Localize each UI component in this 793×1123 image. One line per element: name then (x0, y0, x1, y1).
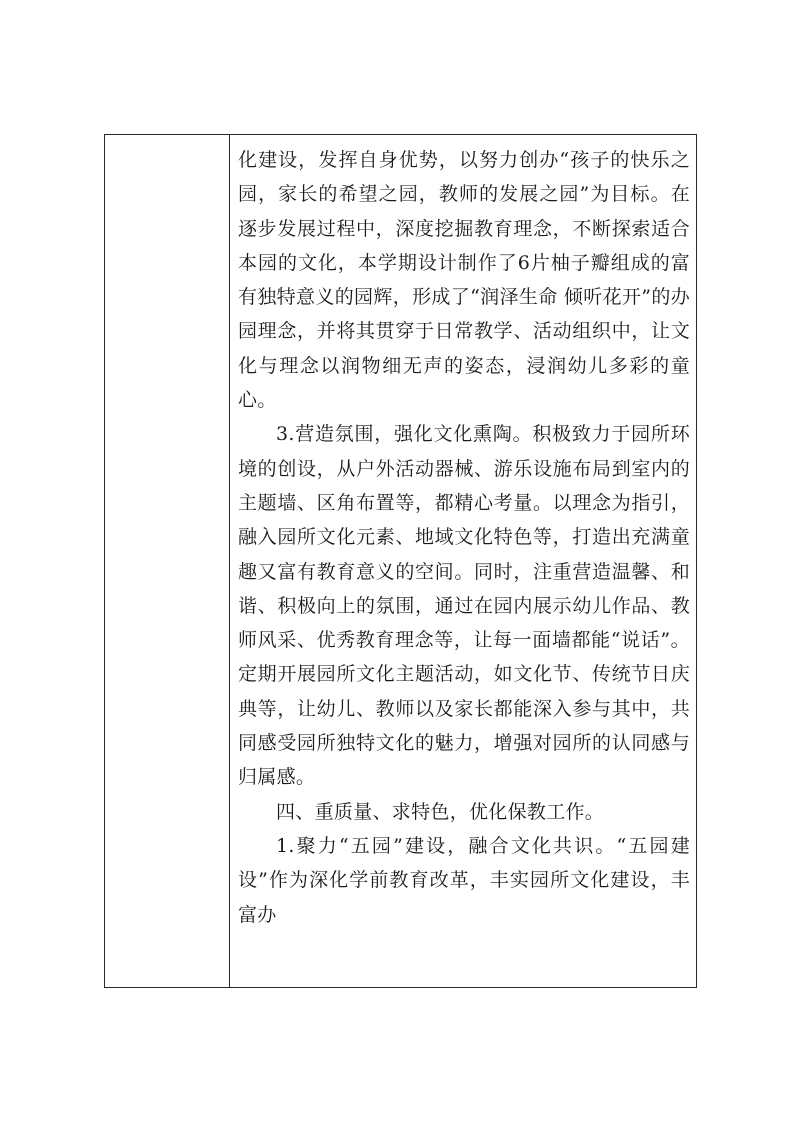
paragraph-culture-building: 化建设，发挥自身优势，以努力创办“孩子的快乐之园，家长的希望之园，教师的发展之园”为目标。在逐步发展过程中，深度挖掘教育理念，不断探索适合本园的文化，本学期设计制作了6片柚子瓣组成的富有独特意义的园辉，形成了“润泽生命 倾听花开”的办园理念，并将其贯穿于日常教学、活动组织中，让文化与理念以润物细无声的姿态，浸润幼儿多彩的童心。 (238, 149, 690, 412)
paragraph-atmosphere: 3.营造氛围，强化文化熏陶。积极致力于园所环境的创设，从户外活动器械、游乐设施布局到室内的主题墙、区角布置等，都精心考量。以理念为指引，融入园所文化元素、地域文化特色等，打造出充满童趣又富有教育意义的空间。同时，注重营造温馨、和谐、积极向上的氛围，通过在园内展示幼儿作品、教师风采、优秀教育理念等，让每一面墙都能“说话”。定期开展园所文化主题活动，如文化节、传统节日庆典等，让幼儿、教师以及家长都能深入参与其中，共同感受园所独特文化的魅力，增强对园所的认同感与归属感。 (238, 423, 690, 789)
paragraph-five-gardens: 1.聚力“五园”建设，融合文化共识。“五园建设”作为深化学前教育改革，丰实园所文化建设，丰富办 (238, 834, 690, 926)
table-content-cell (238, 143, 690, 932)
table-left-column (105, 135, 230, 987)
document-table (104, 134, 697, 988)
paragraph-section-four-heading: 四、重质量、求特色，优化保教工作。 (276, 800, 605, 823)
